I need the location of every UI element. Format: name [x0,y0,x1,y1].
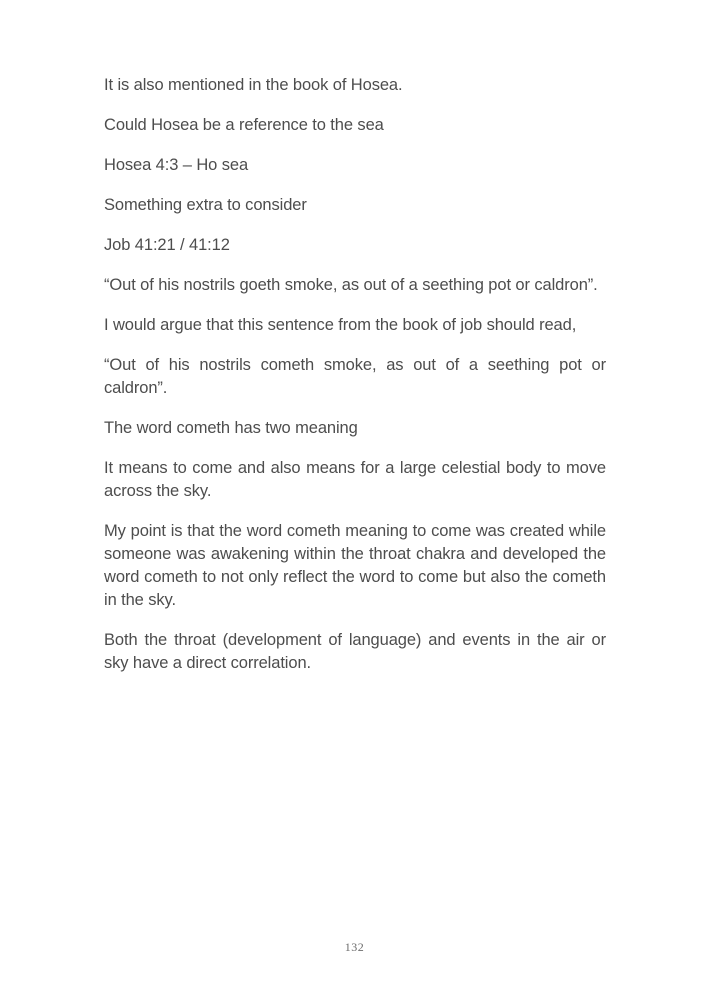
paragraph: My point is that the word cometh meaning to come was created while someone was awakening within the throat chakra and developed the word cometh to not only reflect the word to come but also the cometh in the sky. [104,522,606,609]
paragraph: It means to come and also means for a large celestial body to move across the sky. [104,459,606,500]
paragraph: I would argue that this sentence from the book of job should read, [104,316,577,334]
page-body-text [104,74,606,692]
paragraph: Job 41:21 / 41:12 [104,236,230,254]
paragraph-quote: “Out of his nostrils cometh smoke, as out of a seething pot or caldron”. [104,356,606,397]
page-footer [0,938,709,956]
paragraph: Something extra to consider [104,196,307,214]
paragraph: It is also mentioned in the book of Hosea. [104,76,403,94]
paragraph: Could Hosea be a reference to the sea [104,116,384,134]
page-number: 132 [344,940,365,954]
paragraph: Hosea 4:3 – Ho sea [104,156,249,174]
paragraph-quote: “Out of his nostrils goeth smoke, as out of a seething pot or caldron”. [104,276,598,294]
paragraph: The word cometh has two meaning [104,419,358,437]
paragraph: Both the throat (development of language) and events in the air or sky have a direct correlation. [104,631,606,672]
